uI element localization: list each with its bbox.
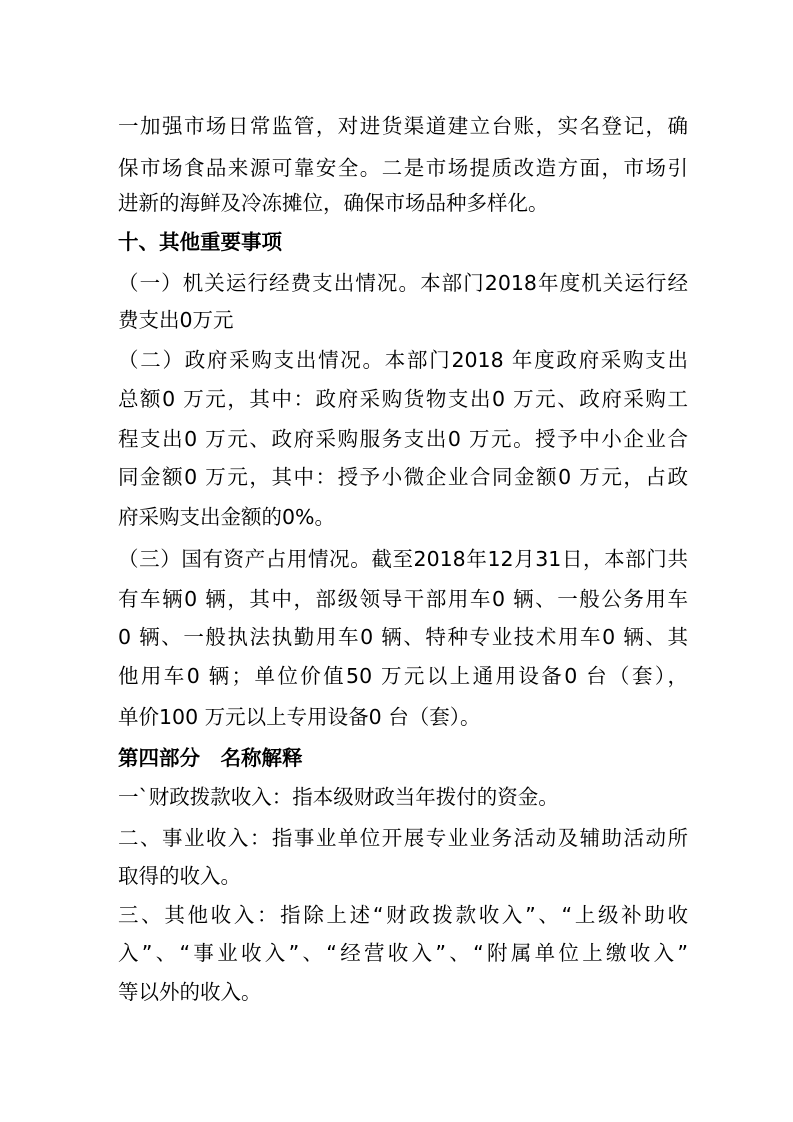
section-heading: 第四部分 名称解释: [118, 746, 303, 770]
body-text-line: 三、其他收入：指除上述“财政拨款收入”、“上级补助收: [118, 903, 688, 927]
body-text-line: 同金额0 万元，其中：授予小微企业合同金额0 万元，占政: [118, 465, 688, 489]
body-text-line: 取得的收入。: [118, 864, 241, 888]
section-heading: 十、其他重要事项: [118, 230, 282, 254]
body-text-line: 总额0 万元，其中：政府采购货物支出0 万元、政府采购工: [118, 387, 688, 411]
body-text-line: 程支出0 万元、政府采购服务支出0 万元。授予中小企业合: [118, 427, 688, 451]
body-text-line: 他用车0 辆；单位价值50 万元以上通用设备0 台（套），: [118, 664, 688, 688]
body-text-line: 有车辆0 辆，其中，部级领导干部用车0 辆、一般公务用车: [118, 587, 688, 611]
body-text-line: 进新的海鲜及冷冻摊位，确保市场品种多样化。: [118, 191, 549, 215]
body-text-line: 单价100 万元以上专用设备0 台（套）。: [118, 705, 481, 729]
body-text-line: 府采购支出金额的0%。: [118, 505, 336, 529]
body-text-line: （三）国有资产占用情况。截至2018年12月31日，本部门共: [118, 547, 688, 571]
body-text-line: 等以外的收入。: [118, 980, 262, 1004]
body-text-line: 一加强市场日常监管，对进货渠道建立台账，实名登记，确: [118, 114, 688, 138]
body-text-line: （二）政府采购支出情况。本部门2018 年度政府采购支出: [118, 348, 688, 372]
body-text-line: 一`财政拨款收入：指本级财政当年拨付的资金。: [118, 785, 559, 809]
body-text-line: 二、事业收入：指事业单位开展专业业务活动及辅助活动所: [118, 826, 688, 850]
body-text-line: 保市场食品来源可靠安全。二是市场提质改造方面，市场引: [118, 156, 688, 180]
body-text-line: （一）机关运行经费支出情况。本部门2018年度机关运行经: [118, 271, 688, 295]
body-text-line: 0 辆、一般执法执勤用车0 辆、特种专业技术用车0 辆、其: [118, 625, 688, 649]
body-text-line: 入”、“事业收入”、“经营收入”、“附属单位上缴收入”: [118, 941, 688, 965]
body-text-line: 费支出0万元: [118, 308, 234, 332]
